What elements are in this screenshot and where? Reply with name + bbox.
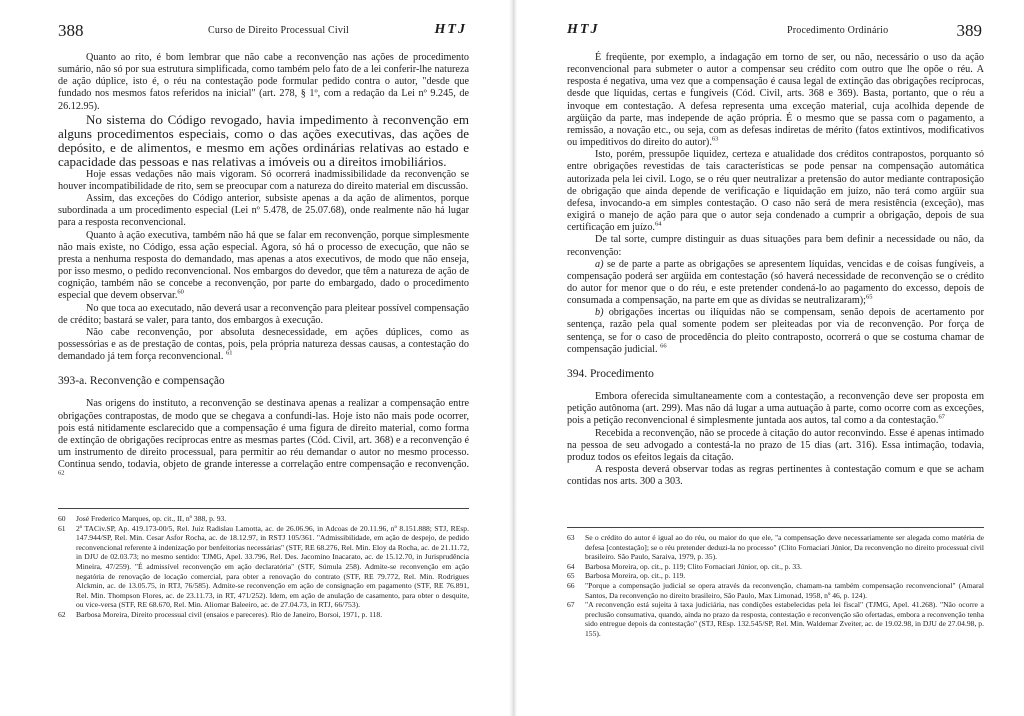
footnote-ref[interactable]: 64 [654,220,662,228]
section-heading: 393-a. Reconvenção e compensação [58,375,225,388]
footnote-text: 2º TACiv.SP, Ap. 419.173-00/5, Rel. Juiz Radislau Lamotta, ac. de 26.06.96, in Adcoas de 20.11.96, nº 8.151.888; STJ, REsp. 147.944/SP, Rel. Min. Cesar Asfor Rocha, ac. de 18.12.97, in RSTJ 105/361. "Admissibilidade, em ação de despejo, de pedido reconvencional referente à indenização por benfeitorias necessárias" (STF, RE 68.276, Rel. Min. Eloy da Rocha, ac. de 21.11.72, in DJU de 02.03.73; no mesmo sentido: TJMG, Apel. 33.796, Rel. Des. Jacomino Inacarato, ac. de 15.12.70, in Jurisprudência Mineira, 47/259). "É admissível reconvenção em ação declaratória" (STF, Súmula 258). Admite-se reconvenção em ação negatória de renovação de locação comercial, para obter a renovação do contrato (STF, RE 79.772, Rel. Min. Rodrigues Alckmin, ac. de 13.05.75, in RTJ, 76/585). Admite-se reconvenção em ação de consignação em pagamento (STF, RE 76.891, Rel. Min. Thompson Flores, ac. de 23.11.73, in RT, 471/252). Idem, em ação de anulação de casamento, para obter o desquite, ou vice-versa (STF, RE 68.670, Rel. Min. Aliomar Baleeiro, ac. de 27.04.73, in RTJ, 66/753). [76,523,469,610]
right-page [517,0,1024,716]
right-footnotes [567,527,984,639]
footnote-ref[interactable]: 61 [226,349,233,357]
paragraph-text: Isto, porém, pressupõe liquidez, certeza e atualidade dos créditos contrapostos, porquanto só entre obrigações revestidas de tais características se pode pensar na compensação automática autorizada pela lei civil. Logo, se o réu quer neutralizar a pretensão do autor mediante contraposição de obrigação que ainda depende de verificação e liquidação em juízo, não terá como argüir sua defesa, invocando-a em simples contestação. O caso não será de mera resistência (exceção), mas exigirá o manejo de ação para que o autor seja condenado a cumprir a obrigação, depois de sua certificação em juízo. [567,149,984,234]
paragraph: No sistema do Código revogado, havia impedimento à reconvenção em alguns procedimentos especiais, como o das ações executivas, das ações de depósito, e de alimentos, e mesmo em ações ordinárias relativas ao estado e capacidade das pessoas e nas relativas a imóveis ou a direitos imobiliários. [58,111,469,169]
footnote-text: "A reconvenção está sujeita à taxa judiciária, nas condições estabelecidas pela lei fiscal" (TJMG, Apel. 41.268). "Não ocorre a preclusão consumativa, quando, ainda no prazo da resposta, contestação e reconvenção são ofertadas, embora a reconvenção tenha sido entregue depois da contestação" (STJ, REsp. 132.545/SP, Rel. Min. Waldemar Zveiter, ac. de 19.02.98, in DJU de 27.04.98, p. 155). [585,600,984,638]
paragraph: Hoje essas vedações não mais vigoram. Só ocorrerá inadmissibilidade da reconvenção se houver incompatibilidade de rito, sem se preocupar com a natureza do direito material em discussão. [58,168,469,192]
section-paragraph [58,398,469,483]
footnote-text: Barbosa Moreira, op. cit., p. 119; Clito Fornaciari Júnior, op. cit., p. 33. [585,561,802,571]
footnote-text: "Porque a compensação judicial se opera através da reconvenção, chamam-na também compensação reconvencional" (Amaral Santos, Da reconvenção no direito brasileiro, São Paulo, Max Limonad, 1958, nº 46, p. 124). [585,580,984,600]
footnote-ref[interactable]: 63 [711,135,719,143]
paragraph-text: É freqüente, por exemplo, a indagação em torno de ser, ou não, necessário o uso da ação reconvencional para submeter o autor a compensar seu crédito com outro que lhe opõe o réu. A resposta é negativa, uma vez que a compensação é causa legal de extinção das obrigações recíprocas, desde que líquidas, certas e fungíveis (Cód. Civil, arts. 368 e 369). Basta, portanto, que o réu a invoque em contestação. A defesa representa uma exceção material, cuja acolhida depende de argüição da parte, mas independe de ação própria. É o mesmo que se passa com o pagamento, a remissão, a novação etc., ou seja, com as defesas indiretas de mérito (fatos extintivos, modificativos ou impeditivos do direito do autor). [567,52,984,149]
footnote-number: 63 [567,533,575,542]
left-footnotes [58,508,469,620]
footnote [567,533,984,562]
footnote-number: 67 [567,600,575,610]
running-title: Procedimento Ordinário [787,25,889,36]
footnote-number: 66 [567,580,575,590]
footnote-ref[interactable]: 67 [938,413,945,421]
page-number: 389 [956,21,982,40]
footnote [567,562,984,572]
section-paragraph: A resposta deverá observar todas as regras pertinentes à contestação comum e que se acham contidas nos arts. 300 a 303. [567,464,984,488]
footnote-number: 60 [58,514,66,523]
left-page-header [58,20,473,42]
paragraph-with-ref [58,327,469,363]
book-gutter [509,0,517,716]
page-number: 388 [58,21,84,40]
left-page-body [58,52,469,484]
item-label: a) [595,258,604,270]
footnote [567,581,984,600]
footnote-text: Barbosa Moreira, op. cit., p. 119. [585,571,686,581]
footnote-ref[interactable]: 60 [177,288,184,296]
footnote-text: Se o crédito do autor é igual ao do réu, ou maior do que ele, "a compensação deve necessariamente ser alegada como matéria de defesa [contestação]; se o réu pretender deduzi-la no processo" (Clito Fornaciari Júnior, Da reconvenção no direito processual civil brasileiro. São Paulo, Saraiva, 1979, p. 35). [585,533,984,562]
footnote-number: 64 [567,561,575,571]
paragraph-text: Embora oferecida simultaneamente com a contestação, a reconvenção deve ser proposta em petição autônoma (art. 299). Mas não dá lugar a uma autuação à parte, como ocorre com as exceções, pois a petição reconvencional é simplesmente juntada aos autos, tal como a da contestação. [567,391,984,427]
paragraph: Assim, das exceções do Código anterior, subsiste apenas a da ação de alimentos, porque subordinada a um procedimento especial (Lei nº 5.478, de 25.07.68), onde realmente não há lugar para a resposta reconvencional. [58,193,469,229]
paragraph: De tal sorte, cumpre distinguir as duas situações para bem definir a necessidade ou não, da reconvenção: [567,234,984,258]
paragraph-text: Quanto à ação executiva, também não há que se falar em reconvenção, porque simplesmente não mais existe, no Código, essa ação especial. Agora, só há o processo de execução, que não se presta a nenhuma resposta do demandado, mas apenas a atos executivos, de modo que não enseja, por isso mesmo, o pedido reconvencional. Nos embargos do devedor, que têm a natureza de ação de cognição, também não se concebe a reconvenção, por parte do embargado, dado o procedimento especial que devem observar. [58,229,469,302]
item-text: obrigações incertas ou ilíquidas não se compensam, senão depois de acertamento por sentença, razão pela qual somente podem ser pleiteadas por via de reconvenção. Por força de sentença, se for o caso de procedência do pleito contraposto, ocorrerá o que se costuma chamar de compensação judicial. [567,307,984,355]
paragraph-text: Nas origens do instituto, a reconvenção se destinava apenas a realizar a compensação entre obrigações contrapostas, de modo que se chegava a confundi-las. Hoje isto não mais pode ocorrer, pois está nitidamente esclarecido que a compensação é uma figura de direito material, como forma de extinção de obrigações recíprocas entre as mesmas partes (Cód. Civil, art. 368) e a reconvenção é um instrumento de direito processual, para permitir ao réu demandar o autor no mesmo processo. Continua sendo, todavia, objeto de grande interesse a correlação entre compensação e reconvenção. [58,398,469,471]
section-paragraph [567,391,984,427]
left-page [0,0,509,716]
section-heading: 394. Procedimento [567,367,654,380]
footnote-ref[interactable]: 66 [660,342,667,350]
list-item [567,307,984,356]
paragraph-with-ref [567,149,984,234]
footnote-ref[interactable]: 65 [866,293,873,301]
list-item [567,259,984,308]
footnote-ref[interactable]: 62 [58,469,65,477]
footnote [58,610,469,620]
footnote [567,600,984,638]
paragraph: Quanto ao rito, é bom lembrar que não cabe a reconvenção nas ações de procedimento sumário, não só por sua estrutura simplificada, como também pelo fato de a lei conferir-lhe natureza de ação dúplice, isto é, o réu na contestação pode formular pedido contra o autor, "desde que fundado nos mesmos fatos referidos na inicial" (art. 278, § 1º, com a redação da Lei nº 9.245, de 26.12.95). [58,52,469,112]
footnote-number: 65 [567,571,575,581]
footnote-text: José Frederico Marques, op. cit., II, nº 388, p. 93. [76,514,227,523]
paragraph-with-ref [58,230,469,303]
footnote [58,514,469,524]
footnote-number: 61 [58,523,66,533]
footnote [567,571,984,581]
publisher-mark: HTJ [434,22,467,37]
paragraph-with-ref [567,52,984,149]
item-label: b) [595,307,604,319]
right-page-body [567,52,984,488]
section-paragraph: Recebida a reconvenção, não se procede à citação do autor reconvindo. Esse é apenas intimado na pessoa de seu advogado a contestá-la no prazo de 15 dias (art. 316). Essa intimação, todavia, produz todos os efeitos legais da citação. [567,427,984,463]
footnote [58,524,469,610]
footnote-number: 62 [58,609,66,619]
right-page-header [567,20,982,42]
footnote-text: Barbosa Moreira, Direito processual civil (ensaios e pareceres). Rio de Janeiro, Borsoi, 1971, p. 118. [76,609,383,619]
running-title: Curso de Direito Processual Civil [208,25,350,36]
paragraph: No que toca ao executado, não deverá usar a reconvenção para pleitear possível compensação de crédito; bastará se valer, para tanto, dos embargos à execução. [58,302,469,326]
item-text: se de parte a parte as obrigações se apresentem líquidas, vencidas e de coisas fungíveis, a compensação poderá ser argüida em contestação (só haverá necessidade de reconvenção se o crédito do autor for menor que o do réu, e este pretender condená-lo ao pagamento do excesso, depois de consumada a compensação, na parte em que as dívidas se neutralizaram); [567,258,984,307]
paragraph-text: Não cabe reconvenção, por absoluta desnecessidade, em ações dúplices, como as possessórias e as de prestação de contas, pois, pela própria natureza dessas causas, a contestação do demandado já tem força reconvencional. [58,326,469,363]
publisher-mark: HTJ [567,22,600,37]
